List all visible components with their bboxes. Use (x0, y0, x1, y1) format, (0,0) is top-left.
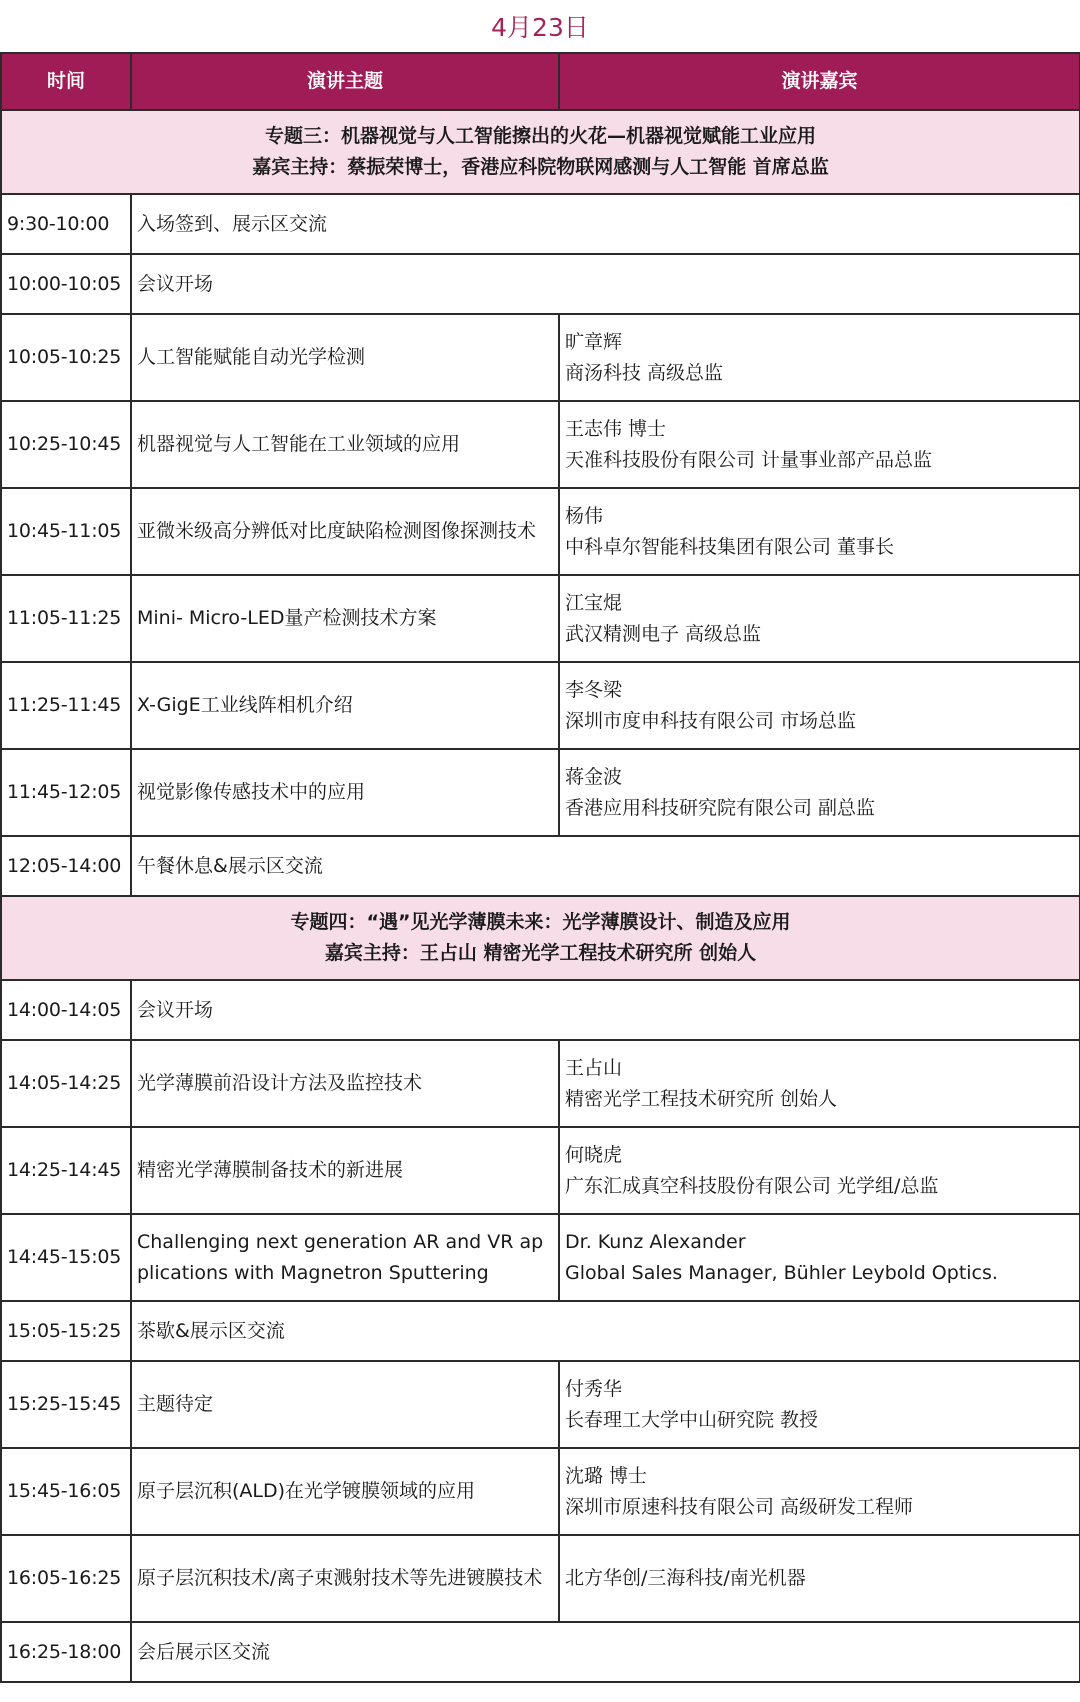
speaker-org: 天准科技股份有限公司 计量事业部产品总监 (565, 448, 933, 471)
time-cell: 16:05-16:25 (1, 1535, 131, 1622)
time-cell: 11:45-12:05 (1, 749, 131, 836)
table-row (1, 488, 1080, 575)
speaker-cell (559, 401, 1080, 488)
speaker-cell (559, 1127, 1080, 1214)
topic-cell: 机器视觉与人工智能在工业领域的应用 (131, 401, 559, 488)
speaker-name: 何晓虎 (565, 1143, 623, 1166)
topic-cell: 视觉影像传感技术中的应用 (131, 749, 559, 836)
header-speaker: 演讲嘉宾 (559, 53, 1080, 110)
speaker-org: 深圳市度申科技有限公司 市场总监 (565, 709, 857, 732)
speaker-name: 沈璐 博士 (565, 1464, 648, 1487)
table-header-row (1, 53, 1080, 110)
speaker-name: 王占山 (565, 1056, 623, 1079)
speaker-org: 深圳市原速科技有限公司 高级研发工程师 (565, 1495, 914, 1518)
speaker-name: 李冬梁 (565, 678, 623, 701)
topic-cell: 午餐休息&展示区交流 (131, 836, 1080, 896)
time-cell: 15:05-15:25 (1, 1301, 131, 1361)
topic-cell: 亚微米级高分辨低对比度缺陷检测图像探测技术 (131, 488, 559, 575)
time-cell: 14:25-14:45 (1, 1127, 131, 1214)
session-row (1, 110, 1080, 194)
page-title: 4月23日 (491, 13, 589, 42)
speaker-name: 旷章辉 (565, 330, 623, 353)
speaker-cell (559, 575, 1080, 662)
time-cell: 10:25-10:45 (1, 401, 131, 488)
topic-cell: Challenging next generation AR and VR applications with Magnetron Sputtering (131, 1214, 559, 1301)
speaker-org: 广东汇成真空科技股份有限公司 光学组/总监 (565, 1174, 939, 1197)
speaker-cell (559, 1535, 1080, 1622)
header-topic: 演讲主题 (131, 53, 559, 110)
table-row (1, 575, 1080, 662)
time-cell: 11:25-11:45 (1, 662, 131, 749)
table-row (1, 836, 1080, 896)
time-cell: 15:25-15:45 (1, 1361, 131, 1448)
topic-cell: 会议开场 (131, 254, 1080, 314)
table-row (1, 1127, 1080, 1214)
table-row (1, 1622, 1080, 1682)
time-cell: 14:05-14:25 (1, 1040, 131, 1127)
speaker-cell (559, 749, 1080, 836)
speaker-name: 付秀华 (565, 1377, 623, 1400)
topic-cell: 主题待定 (131, 1361, 559, 1448)
table-row (1, 1361, 1080, 1448)
table-row (1, 194, 1080, 254)
time-cell: 10:05-10:25 (1, 314, 131, 401)
topic-cell: 会议开场 (131, 980, 1080, 1040)
table-row (1, 254, 1080, 314)
table-row (1, 314, 1080, 401)
speaker-org: 武汉精测电子 高级总监 (565, 622, 762, 645)
session-title: 专题四：“遇”见光学薄膜未来：光学薄膜设计、制造及应用 (290, 911, 791, 933)
topic-cell: 会后展示区交流 (131, 1622, 1080, 1682)
table-row (1, 1535, 1080, 1622)
session-cell (1, 896, 1080, 980)
speaker-cell (559, 662, 1080, 749)
speaker-org: Global Sales Manager, Bühler Leybold Optics. (565, 1261, 998, 1284)
speaker-org: 香港应用科技研究院有限公司 副总监 (565, 796, 876, 819)
topic-cell: 原子层沉积技术/离子束溅射技术等先进镀膜技术 (131, 1535, 559, 1622)
topic-cell: 原子层沉积(ALD)在光学镀膜领域的应用 (131, 1448, 559, 1535)
topic-cell: 茶歇&展示区交流 (131, 1301, 1080, 1361)
session-title: 专题三：机器视觉与人工智能擦出的火花—机器视觉赋能工业应用 (264, 125, 816, 147)
speaker-org: 长春理工大学中山研究院 教授 (565, 1408, 819, 1431)
topic-cell: X-GigE工业线阵相机介绍 (131, 662, 559, 749)
session-host: 嘉宾主持：王占山 精密光学工程技术研究所 创始人 (324, 942, 757, 964)
speaker-name: 北方华创/三海科技/南光机器 (565, 1567, 806, 1589)
topic-cell: 精密光学薄膜制备技术的新进展 (131, 1127, 559, 1214)
session-host: 嘉宾主持：蔡振荣博士，香港应科院物联网感测与人工智能 首席总监 (252, 156, 829, 178)
speaker-cell (559, 1361, 1080, 1448)
time-cell: 16:25-18:00 (1, 1622, 131, 1682)
table-row (1, 1448, 1080, 1535)
topic-cell: 人工智能赋能自动光学检测 (131, 314, 559, 401)
speaker-name: 王志伟 博士 (565, 417, 667, 440)
table-row (1, 1040, 1080, 1127)
speaker-org: 精密光学工程技术研究所 创始人 (565, 1087, 838, 1110)
time-cell: 12:05-14:00 (1, 836, 131, 896)
header-time: 时间 (1, 53, 131, 110)
session-cell (1, 110, 1080, 194)
time-cell: 14:45-15:05 (1, 1214, 131, 1301)
table-row (1, 749, 1080, 836)
table-row (1, 662, 1080, 749)
table-row (1, 980, 1080, 1040)
table-row (1, 1301, 1080, 1361)
time-cell: 10:00-10:05 (1, 254, 131, 314)
topic-cell: 入场签到、展示区交流 (131, 194, 1080, 254)
schedule-table (0, 52, 1080, 1683)
speaker-cell (559, 314, 1080, 401)
table-row (1, 1214, 1080, 1301)
speaker-cell (559, 488, 1080, 575)
time-cell: 9:30-10:00 (1, 194, 131, 254)
time-cell: 11:05-11:25 (1, 575, 131, 662)
speaker-org: 商汤科技 高级总监 (565, 361, 724, 384)
speaker-cell (559, 1448, 1080, 1535)
speaker-org: 中科卓尔智能科技集团有限公司 董事长 (565, 535, 895, 558)
time-cell: 15:45-16:05 (1, 1448, 131, 1535)
table-row (1, 401, 1080, 488)
time-cell: 10:45-11:05 (1, 488, 131, 575)
speaker-cell (559, 1214, 1080, 1301)
speaker-cell (559, 1040, 1080, 1127)
time-cell: 14:00-14:05 (1, 980, 131, 1040)
topic-cell: 光学薄膜前沿设计方法及监控技术 (131, 1040, 559, 1127)
speaker-name: 蒋金波 (565, 765, 623, 788)
session-row (1, 896, 1080, 980)
speaker-name: 江宝焜 (565, 591, 623, 614)
speaker-name: Dr. Kunz Alexander (565, 1230, 746, 1253)
speaker-name: 杨伟 (565, 504, 604, 527)
topic-cell: Mini- Micro-LED量产检测技术方案 (131, 575, 559, 662)
